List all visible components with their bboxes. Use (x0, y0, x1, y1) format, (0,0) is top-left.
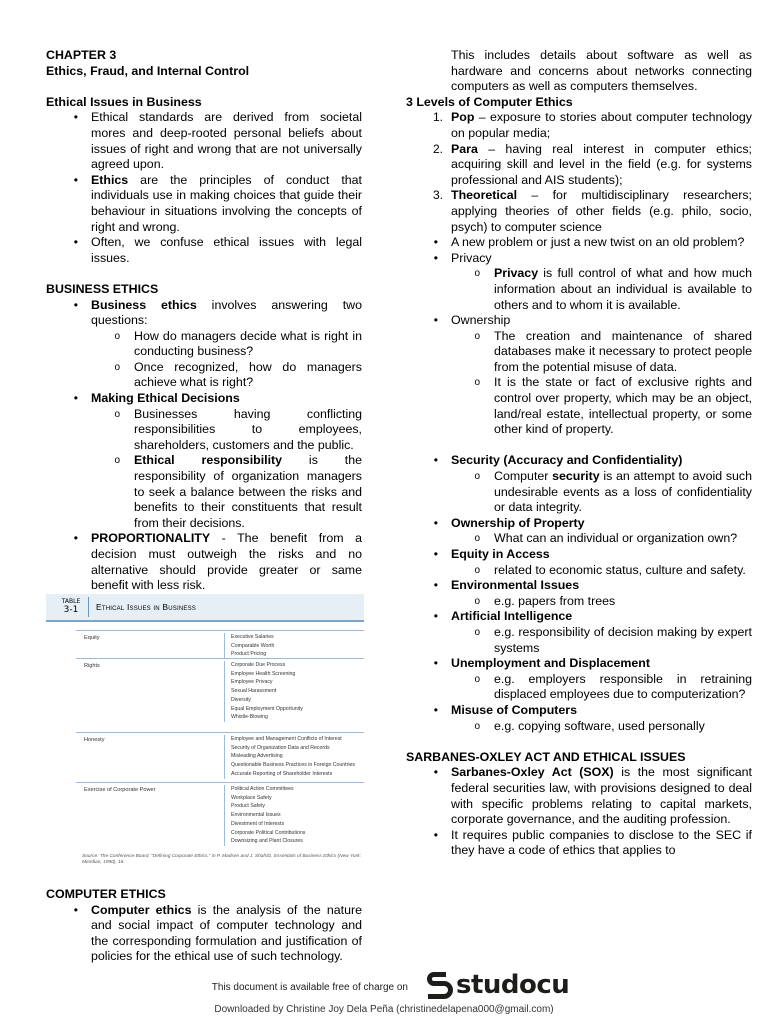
table-cell: Corporate Due Process (231, 662, 286, 668)
sub-list-item: o e.g. papers from trees (474, 593, 616, 608)
table-cell: Workplace Safety (231, 794, 272, 801)
table-cell: Political Action Committees (231, 786, 294, 792)
sub-list-item: o The creation and maintenance of shared databases make it necessary to protect people from the potential misuse of data. (474, 328, 752, 374)
list-item: • Misuse of Computers (433, 702, 577, 717)
table-number-box: TABLE 3-1 (61, 598, 81, 615)
list-item: • Privacy (433, 250, 492, 265)
sub-list-item: o Ethical responsibility is the responsibility of organization managers to seek a balance between the risks and benefits to their constituents that result from their decisions. (114, 453, 362, 530)
list-item: • Ownership of Property (433, 515, 585, 530)
right-column (406, 48, 752, 859)
table-source-note: Source: The Conference Board, "Defining Corporate Ethics," in P. Madsen and J. Shafritz, Essentials of Business Ethics (New York: Meridian, 1990), 18. (82, 854, 361, 865)
section-title-computer-ethics: COMPUTER ETHICS (46, 887, 166, 901)
left-column-bottom (46, 887, 362, 965)
chapter-heading: CHAPTER 3 (46, 48, 117, 62)
table-header (46, 594, 364, 622)
sub-list-item: o Once recognized, how do managers achieve what is right? (114, 359, 362, 390)
table-group-name: Equity (84, 635, 100, 641)
left-column (46, 48, 362, 594)
sub-list-item: o e.g. employers responsible in retraining displaced employees due to computerization? (474, 671, 752, 702)
table-group (76, 630, 364, 659)
availability-note: This document is available free of charge on (211, 982, 408, 993)
section-title-levels: 3 Levels of Computer Ethics (406, 94, 573, 109)
list-item: 1. Pop – exposure to stories about computer technology on popular media; (432, 110, 752, 140)
list-item: 3. Theoretical – for multidisciplinary researchers; applying theories of other fields (e.g. philo, socio, psych) to computer science (432, 188, 752, 234)
table-group-items (224, 735, 355, 779)
table-group-items (224, 661, 303, 722)
table-group-items (224, 785, 305, 846)
table-group (76, 732, 364, 783)
section-title-business-ethics: BUSINESS ETHICS (46, 281, 159, 296)
list-item: • Making Ethical Decisions (73, 391, 240, 406)
table-group-name: Exercise of Corporate Power (84, 787, 156, 793)
list-item: • Security (Accuracy and Confidentiality) (433, 453, 683, 468)
continued-text: This includes details about software as well as hardware and concerns about networks connecting computers as well as computers themselves. (451, 48, 752, 94)
table-cell: Employee Health Screening (231, 670, 296, 677)
list-item: • PROPORTIONALITY - The benefit from a decision must outweigh the risks and no alternative should provide greater or same benefit with less risk. (73, 531, 362, 593)
ethical-issues-table-figure (46, 594, 364, 874)
table-cell: Security of Organization Data and Records (231, 744, 330, 751)
list-item: • Artificial Intelligence (433, 609, 573, 624)
list-item: • Business ethics involves answering two questions: (73, 297, 362, 328)
sub-list-item: o How do managers decide what is right in conducting business? (114, 328, 362, 359)
sub-list-item: o related to economic status, culture and safety. (474, 562, 746, 577)
table-cell: Diversity (231, 696, 251, 703)
sub-list-item: o What can an individual or organization own? (474, 531, 738, 546)
table-cell: Questionable Business Practices in Foreign Countries (231, 762, 355, 769)
list-item: • Ethics are the principles of conduct that individuals use in making choices that guide their behaviour in situations involving the concepts of right and wrong. (73, 172, 362, 234)
table-cell: Accurate Reporting of Shareholder Interests (231, 770, 333, 777)
table-cell: Employee Privacy (231, 679, 273, 686)
sub-list-item: o It is the state or fact of exclusive rights and control over property, which may be an object, land/real estate, intellectual property, or some other kind of property. (474, 375, 752, 437)
list-item: • Environmental Issues (433, 578, 580, 593)
table-cell: Equal Employment Opportunity (231, 705, 303, 712)
section-title-sox: SARBANES-OXLEY ACT AND ETHICAL ISSUES (406, 749, 686, 764)
table-group (76, 782, 364, 849)
list-item: • Unemployment and Displacement (433, 656, 650, 671)
table-cell: Executive Salaries (231, 634, 274, 640)
table-cell: Corporate Political Contributions (231, 829, 306, 836)
table-cell: Product Pricing (231, 651, 267, 658)
list-item: 2. Para – having real interest in computer ethics; acquiring skill and level in the field (e.g. for systems professional and AIS students); (432, 141, 752, 187)
list-item: • Ethical standards are derived from societal mores and deep-rooted personal beliefs about issues of right and wrong that are not universally agreed upon. (73, 110, 362, 172)
header-divider (88, 597, 89, 617)
table-cell: Employee and Management Conflicts of Interest (231, 736, 342, 742)
section-title-ethical-issues: Ethical Issues in Business (46, 94, 202, 109)
table-cell: Environmental Issues (231, 812, 281, 819)
download-note: Downloaded by Christine Joy Dela Peña (christinedelapena000@gmail.com) (214, 1004, 554, 1015)
table-cell: Product Safety (231, 803, 266, 810)
chapter-title: Ethics, Fraud, and Internal Control (46, 63, 250, 78)
list-item: • Computer ethics is the analysis of the nature and social impact of computer technology and the corresponding formulation and justification of policies for the ethical use of such technology. (73, 902, 363, 964)
list-item: • A new problem or just a new twist on an old problem? (433, 235, 745, 250)
table-group-items (224, 633, 274, 659)
studocu-s-icon (424, 969, 454, 1001)
table-cell: Divestment of Interests (231, 820, 285, 827)
studocu-wordmark: studocu (456, 970, 570, 1000)
table-group-name: Honesty (84, 737, 105, 743)
list-item: • It requires public companies to disclose to the SEC if they have a code of ethics that applies to (433, 827, 752, 858)
table-group-name: Rights (84, 663, 100, 669)
table-title: Ethical Issues in Business (96, 602, 197, 612)
list-item: • Ownership (433, 313, 511, 328)
sub-list-item: o Computer security is an attempt to avoid such undesirable events as a loss of confidentiality or data integrity. (474, 469, 752, 515)
list-item: • Sarbanes-Oxley Act (SOX) is the most significant federal securities law, with provisions designed to deal with specific problems relating to capital markets, corporate governance, and the auditing profession. (433, 765, 752, 827)
sub-list-item: o Privacy is full control of what and how much information about an individual is available to others and to whom it is available. (474, 266, 752, 312)
sub-list-item: o Businesses having conflicting responsibilities to employees, shareholders, customers and the public. (114, 406, 362, 452)
list-item: • Equity in Access (433, 547, 550, 561)
table-cell: Misleading Advertising (231, 753, 283, 760)
table-group (76, 658, 364, 733)
studocu-logo[interactable] (424, 968, 569, 1002)
list-item: • Often, we confuse ethical issues with legal issues. (73, 235, 362, 265)
sub-list-item: o e.g. copying software, used personally (474, 718, 705, 733)
table-cell: Comparable Worth (231, 642, 275, 649)
table-cell: Sexual Harassment (231, 688, 277, 695)
table-cell: Whistle-Blowing (231, 714, 268, 721)
sub-list-item: o e.g. responsibility of decision making by expert systems (474, 624, 752, 655)
table-cell: Downsizing and Plant Closures (231, 838, 303, 845)
